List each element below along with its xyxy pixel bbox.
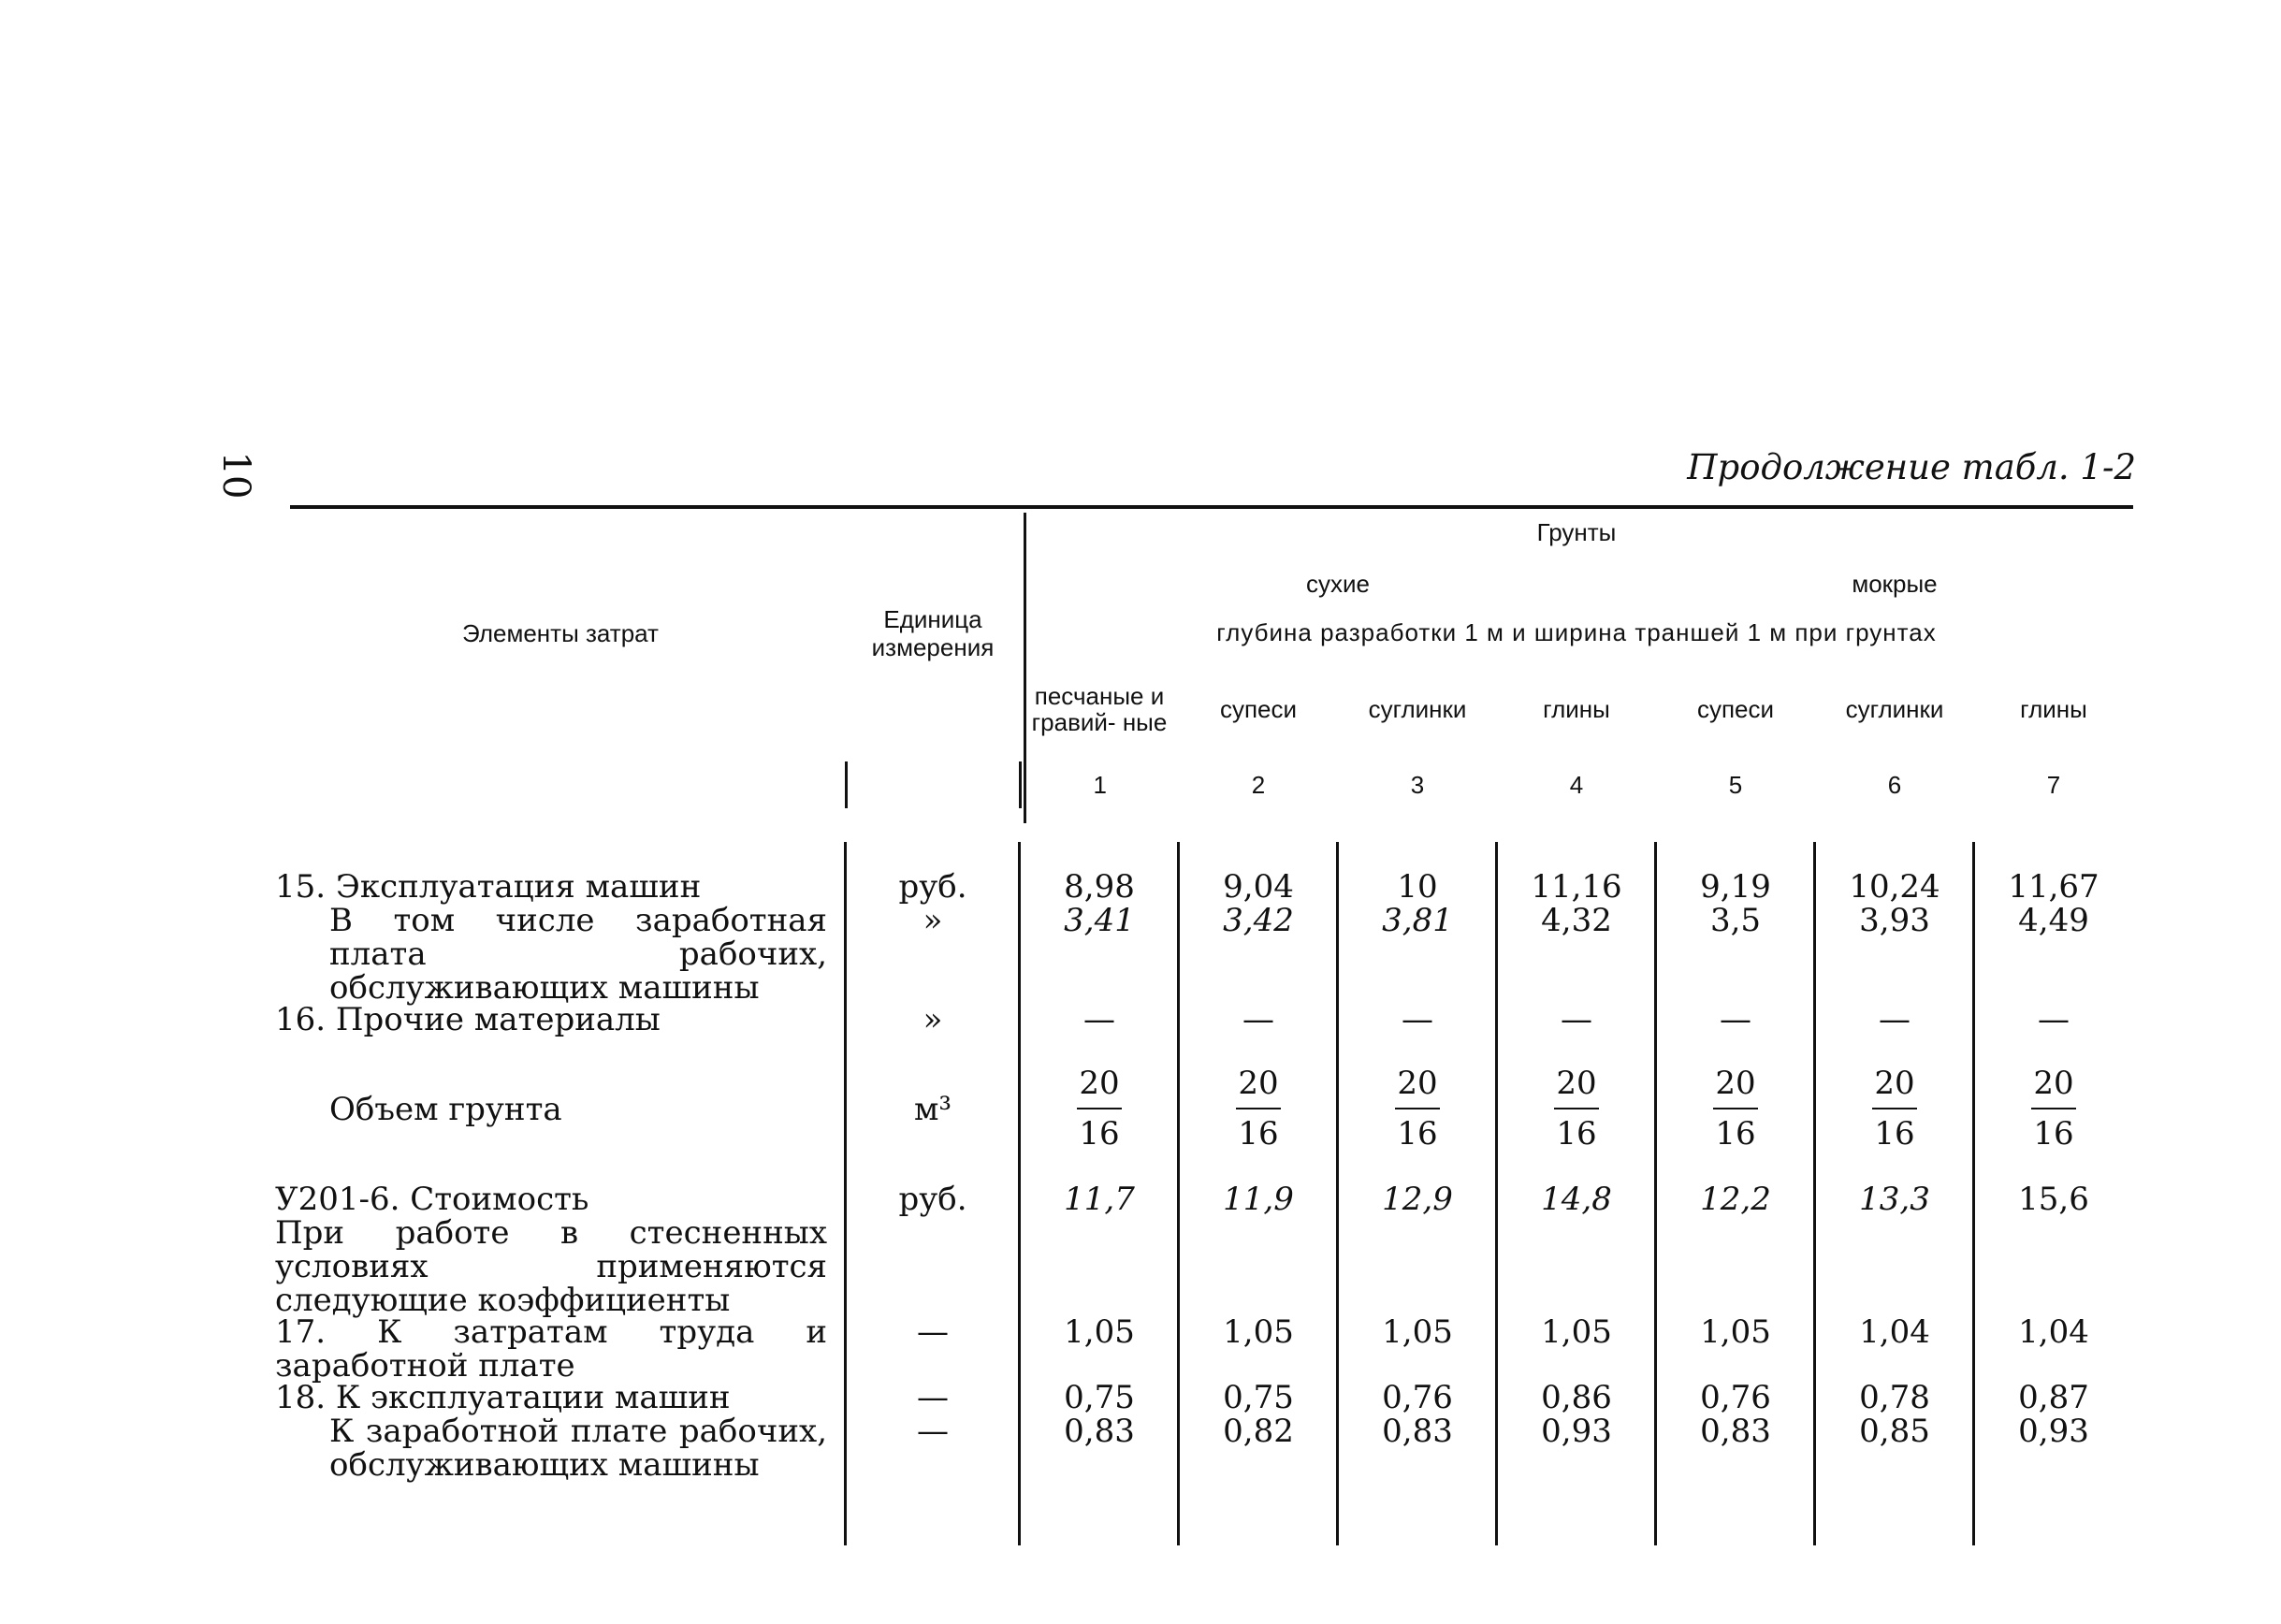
row-value: 1,05 xyxy=(1700,1313,1771,1351)
column-number: 5 xyxy=(1728,770,1743,799)
row-value: 0,87 xyxy=(2018,1379,2089,1416)
row-element: У201-6. Стоимость xyxy=(275,1181,589,1218)
fraction-numerator: 20 xyxy=(1395,1065,1439,1109)
fraction-numerator: 20 xyxy=(1713,1065,1757,1109)
page-number: 10 xyxy=(214,451,257,500)
row-value: 3,5 xyxy=(1709,902,1762,939)
header-elements: Элементы затрат xyxy=(462,618,659,647)
row-element: В том числе заработная плата рабочих, обслуживающих машины xyxy=(329,902,827,1007)
row-value: 10,24 xyxy=(1849,868,1940,906)
row-value: 3,41 xyxy=(1064,902,1135,939)
row-value: — xyxy=(1561,1001,1592,1038)
row-value: 0,75 xyxy=(1064,1379,1135,1416)
row-value: 1,04 xyxy=(1859,1313,1930,1351)
row-value: 11,16 xyxy=(1531,868,1622,906)
row-value: 0,76 xyxy=(1382,1379,1453,1416)
row-value: 9,19 xyxy=(1700,868,1771,906)
row-value: 1,05 xyxy=(1541,1313,1612,1351)
row-value: 4,49 xyxy=(2018,902,2089,939)
row-value: — xyxy=(2038,1001,2070,1038)
fraction-denominator: 16 xyxy=(2033,1115,2074,1153)
row-element: Объем грунта xyxy=(329,1091,562,1128)
header-wet: мокрые xyxy=(1852,569,1938,598)
fraction-denominator: 16 xyxy=(1397,1115,1438,1153)
row-unit: м³ xyxy=(913,1091,952,1128)
fraction-denominator: 16 xyxy=(1715,1115,1756,1153)
column-number: 6 xyxy=(1887,770,1902,799)
row-value: — xyxy=(1242,1001,1274,1038)
row-value: 8,98 xyxy=(1064,868,1135,906)
fraction xyxy=(1497,1065,1656,1153)
row-value: 3,93 xyxy=(1859,902,1930,939)
row-unit: — xyxy=(917,1379,949,1416)
fraction xyxy=(1656,1065,1815,1153)
row-value: 10 xyxy=(1397,868,1438,906)
header-soil-type: песчаные и гравий- ные xyxy=(1031,682,1168,736)
row-value: — xyxy=(1402,1001,1433,1038)
row-value: 15,6 xyxy=(2018,1181,2089,1218)
fraction xyxy=(1815,1065,1974,1153)
fraction xyxy=(1020,1065,1179,1153)
row-value: 11,67 xyxy=(2008,868,2099,906)
column-number: 1 xyxy=(1093,770,1107,799)
row-element: 17. К затратам труда и заработной плате xyxy=(275,1313,827,1385)
fraction xyxy=(1179,1065,1338,1153)
row-value: 1,05 xyxy=(1223,1313,1294,1351)
fraction-denominator: 16 xyxy=(1238,1115,1279,1153)
row-value: 1,05 xyxy=(1382,1313,1453,1351)
row-value: 0,76 xyxy=(1700,1379,1771,1416)
row-value: 0,83 xyxy=(1382,1413,1453,1450)
row-value: 12,2 xyxy=(1700,1181,1771,1218)
row-value: 0,82 xyxy=(1223,1413,1294,1450)
column-number: 2 xyxy=(1251,770,1266,799)
column-number: 4 xyxy=(1569,770,1584,799)
header-soil-type: супеси xyxy=(1696,695,1775,723)
header-left-border xyxy=(1024,513,1026,823)
row-unit: » xyxy=(923,1001,943,1038)
fraction-numerator: 20 xyxy=(1872,1065,1916,1109)
row-element: 16. Прочие материалы xyxy=(275,1001,661,1038)
row-value: 13,3 xyxy=(1859,1181,1930,1218)
fraction-numerator: 20 xyxy=(1554,1065,1598,1109)
row-value: 3,81 xyxy=(1382,902,1453,939)
row-value: — xyxy=(1879,1001,1911,1038)
row-value: 0,78 xyxy=(1859,1379,1930,1416)
row-value: — xyxy=(1720,1001,1751,1038)
header-soil-type: супеси xyxy=(1219,695,1298,723)
row-value: 14,8 xyxy=(1541,1181,1612,1218)
header-soil-type: глины xyxy=(2020,695,2087,723)
row-unit: руб. xyxy=(898,868,967,906)
header-soil-type: глины xyxy=(1543,695,1610,723)
row-value: 3,42 xyxy=(1223,902,1294,939)
row-value: 0,93 xyxy=(2018,1413,2089,1450)
row-element: 15. Эксплуатация машин xyxy=(275,868,702,906)
fraction-denominator: 16 xyxy=(1874,1115,1915,1153)
column-number: 3 xyxy=(1410,770,1425,799)
row-value: 1,04 xyxy=(2018,1313,2089,1351)
fraction xyxy=(1338,1065,1497,1153)
header-dry: сухие xyxy=(1306,569,1370,598)
column-number-blank xyxy=(846,761,1020,808)
fraction-numerator: 20 xyxy=(2031,1065,2075,1109)
column-number: 7 xyxy=(2046,770,2061,799)
row-element: При работе в стесненных условиях применяются следующие коэффициенты xyxy=(275,1214,827,1319)
fraction-denominator: 16 xyxy=(1556,1115,1597,1153)
header-soil-type: суглинки xyxy=(1845,695,1944,723)
row-value: 11,9 xyxy=(1223,1181,1294,1218)
row-value: 11,7 xyxy=(1064,1181,1135,1218)
row-unit: руб. xyxy=(898,1181,967,1218)
row-value: 0,75 xyxy=(1223,1379,1294,1416)
row-value: 1,05 xyxy=(1064,1313,1135,1351)
row-element: К заработной плате рабочих, обслуживающих машины xyxy=(329,1413,827,1484)
table-body xyxy=(275,842,2133,1545)
header-unit: Единица измерения xyxy=(871,605,995,661)
row-value: 0,86 xyxy=(1541,1379,1612,1416)
row-unit: — xyxy=(917,1413,949,1450)
fraction-numerator: 20 xyxy=(1236,1065,1280,1109)
row-element: 18. К эксплуатации машин xyxy=(275,1379,731,1416)
row-value: 12,9 xyxy=(1382,1181,1453,1218)
row-value: — xyxy=(1083,1001,1115,1038)
fraction xyxy=(1974,1065,2133,1153)
fraction-denominator: 16 xyxy=(1079,1115,1120,1153)
row-value: 0,83 xyxy=(1064,1413,1135,1450)
row-value: 9,04 xyxy=(1223,868,1294,906)
header-soils: Грунты xyxy=(1536,517,1617,546)
header-table xyxy=(275,505,2133,808)
row-value: 0,85 xyxy=(1859,1413,1930,1450)
column-number-blank xyxy=(275,761,846,808)
row-value: 4,32 xyxy=(1541,902,1612,939)
header-soil-type: суглинки xyxy=(1368,695,1467,723)
fraction-numerator: 20 xyxy=(1077,1065,1121,1109)
row-unit: » xyxy=(923,902,943,939)
row-unit: — xyxy=(917,1313,949,1351)
header-depth: глубина разработки 1 м и ширина траншей 1 м при грунтах xyxy=(1216,617,1937,646)
table-caption: Продолжение табл. 1-2 xyxy=(1687,447,2136,487)
row-value: 0,83 xyxy=(1700,1413,1771,1450)
row-value: 0,93 xyxy=(1541,1413,1612,1450)
